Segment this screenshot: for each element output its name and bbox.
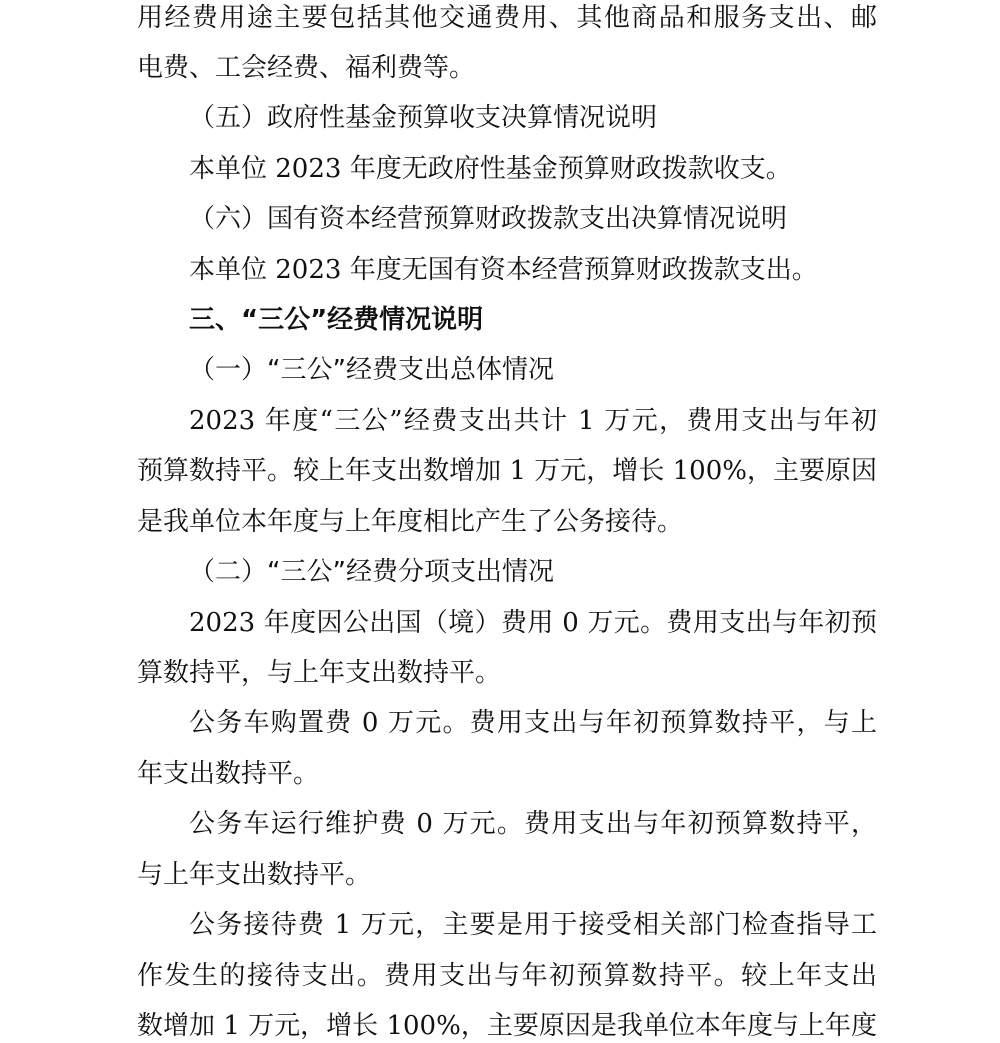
text-line: 年支出数持平。 [137, 759, 320, 789]
text-line: 与上年支出数持平。 [137, 860, 372, 890]
text-line: 电费、工会经费、福利费等。 [137, 53, 476, 83]
section-heading: （五）政府性基金预算收支决算情况说明 [189, 103, 658, 133]
text-line: 2023 年度因公出国（境）费用 0 万元。费用支出与年初预 [189, 608, 877, 638]
text-line: 公务车运行维护费 0 万元。费用支出与年初预算数持平， [189, 809, 877, 839]
text-line: 数增加 1 万元，增长 100%，主要原因是我单位本年度与上年度 [137, 1011, 877, 1041]
text-line: 2023 年度“三公”经费支出共计 1 万元，费用支出与年初 [189, 406, 877, 436]
section-heading: （二）“三公”经费分项支出情况 [189, 557, 554, 587]
text-line: 作发生的接待支出。费用支出与年初预算数持平。较上年支出 [137, 961, 877, 991]
text-line: 本单位 2023 年度无国有资本经营预算财政拨款支出。 [189, 255, 818, 285]
text-line: 本单位 2023 年度无政府性基金预算财政拨款收支。 [189, 154, 792, 184]
section-heading: （一）“三公”经费支出总体情况 [189, 355, 554, 385]
text-line: 预算数持平。较上年支出数增加 1 万元，增长 100%，主要原因 [137, 456, 877, 486]
text-line: 算数持平，与上年支出数持平。 [137, 658, 502, 688]
text-line: 公务车购置费 0 万元。费用支出与年初预算数持平，与上 [189, 708, 877, 738]
text-line: 公务接待费 1 万元，主要是用于接受相关部门检查指导工 [189, 910, 877, 940]
chapter-heading: 三、“三公”经费情况说明 [189, 305, 484, 335]
text-line: 是我单位本年度与上年度相比产生了公务接待。 [137, 507, 684, 537]
text-line: 用经费用途主要包括其他交通费用、其他商品和服务支出、邮 [137, 3, 877, 33]
section-heading: （六）国有资本经营预算财政拨款支出决算情况说明 [189, 204, 788, 234]
